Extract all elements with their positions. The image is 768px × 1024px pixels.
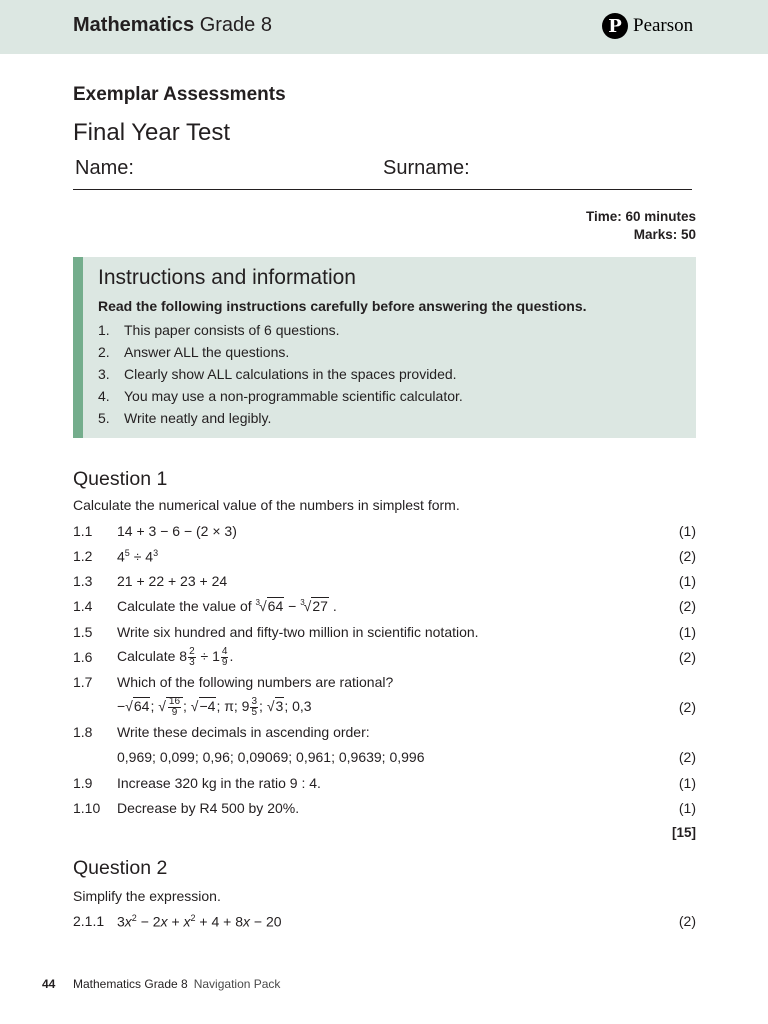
header-title (73, 14, 272, 37)
marks-label: Marks: 50 (633, 227, 696, 242)
expression: 14 + 3 − 6 − (2 × 3) (117, 523, 237, 539)
question-row-1-9: 1.9 Increase 320 kg in the ratio 9 : 4. (1) (73, 775, 696, 791)
question-row-1-7-options: −√64; √ $\frac{16}{9}$ ; √−4; π; 9 $\frac{3}{5}$ ; √3; 0,3 (2) (117, 695, 696, 718)
header-grade: Grade 8 (199, 14, 272, 36)
question-row-1-10: 1.10 Decrease by R4 500 by 20%. (1) (73, 800, 696, 816)
page-number: 44 (42, 977, 56, 991)
header-subject: Mathematics (73, 14, 195, 36)
expression: $3x^2 - 2x + x^2 + 4 + 8x - 20$ (117, 912, 282, 930)
question-row-1-7: 1.7 Which of the following numbers are rational? (73, 674, 394, 690)
question-row-1-8-values: 0,969; 0,099; 0,96; 0,09069; 0,961; 0,9639; 0,996 (2) (117, 749, 696, 765)
question-2-intro: Simplify the expression. (73, 888, 221, 904)
question-row-1-8: 1.8 Write these decimals in ascending order: (73, 724, 370, 740)
name-rule (73, 189, 692, 190)
question-row-1-3: 1.3 21 + 22 + 23 + 24 (1) (73, 573, 696, 589)
expression: −√64; √ $\frac{16}{9}$ ; √−4; π; 9 $\frac{3}{5}$ ; √3; 0,3 (117, 695, 312, 718)
question-row-1-1: 1.1 14 + 3 − 6 − (2 × 3) (1) (73, 523, 696, 539)
page-footer (42, 977, 280, 991)
section-kicker: Exemplar Assessments (73, 84, 286, 105)
time-label: Time: 60 minutes (585, 209, 696, 224)
footer-subtitle: Navigation Pack (193, 977, 281, 991)
pearson-logo (602, 12, 693, 40)
question-1-total: [15] (671, 825, 696, 840)
expression: $4^5 \div 4^3$ (117, 547, 159, 565)
pearson-p-icon: P (602, 13, 628, 39)
name-label: Name: (75, 157, 134, 179)
surname-label: Surname: (383, 157, 470, 179)
question-row-1-5: 1.5 Write six hundred and fifty-two million in scientific notation. (1) (73, 624, 696, 640)
logo-text: Pearson (633, 15, 694, 36)
question-row-1-4: 1.4 Calculate the value of $^3$√64 − $^3$√27 . (2) (73, 598, 696, 614)
instructions-lead: Read the following instructions carefully before answering the questions. (98, 298, 587, 314)
instruction-item: 1. This paper consists of 6 questions. (98, 322, 340, 338)
page-header (0, 0, 768, 54)
question-row-1-2: 1.2 $4^5 \div 4^3$ (2) (73, 547, 696, 565)
question-row-2-1-1: 2.1.1 $3x^2 - 2x + x^2 + 4 + 8x - 20$ (2) (73, 912, 696, 930)
exam-meta (586, 208, 696, 244)
instructions-list (98, 322, 463, 432)
instruction-item: 2. Answer ALL the questions. (98, 344, 290, 360)
instructions-box (73, 257, 696, 438)
instruction-item: 5. Write neatly and legibly. (98, 410, 272, 426)
instruction-item: 4. You may use a non-programmable scientific calculator. (98, 388, 463, 404)
question-row-1-6: 1.6 Calculate 8 $\frac{2}{3}$ ÷ 1 $\frac{4}{9}$ . (2) (73, 645, 696, 668)
instructions-heading: Instructions and information (98, 266, 356, 289)
instructions-accent-bar (73, 257, 83, 438)
expression: $^3$√64 − $^3$√27 . (255, 598, 337, 614)
test-title: Final Year Test (73, 119, 230, 146)
footer-title: Mathematics Grade 8 (73, 977, 188, 991)
expression: 8 $\frac{2}{3}$ ÷ 1 $\frac{4}{9}$ . (179, 645, 234, 668)
question-1-intro: Calculate the numerical value of the numbers in simplest form. (73, 497, 460, 513)
question-1-heading: Question 1 (73, 468, 168, 490)
question-2-heading: Question 2 (73, 857, 168, 879)
instruction-item: 3. Clearly show ALL calculations in the spaces provided. (98, 366, 457, 382)
